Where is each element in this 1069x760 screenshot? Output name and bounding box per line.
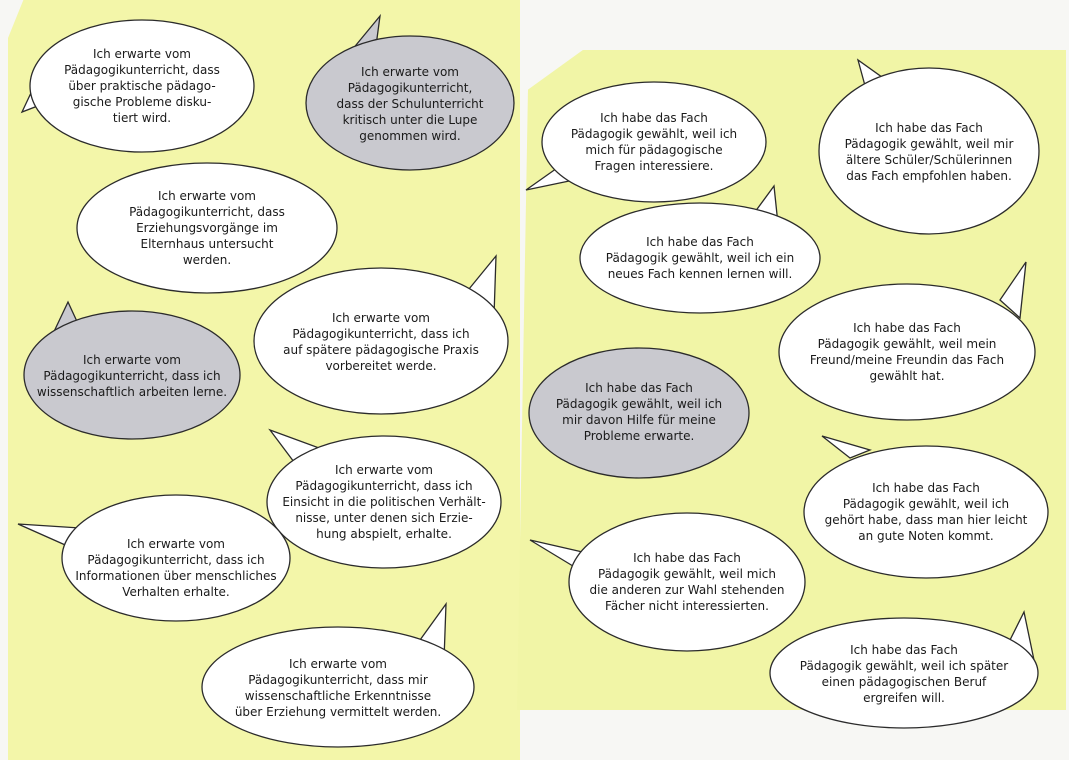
bubble-text-r5: Ich habe das Fach Pädagogik gewählt, weil ich mir davon Hilfe für meine Probleme erwarte. [555,381,723,443]
bubble-text-l2: Ich erwarte vom Pädagogikunterricht, dass der Schulunterricht kritisch unter die Lupe genommen wird. [336,65,484,143]
bubble-text-l7: Ich erwarte vom Pädagogikunterricht, dass ich Informationen über menschliches Verhalten erhalte. [75,537,277,599]
bubble-text-r4: Ich habe das Fach Pädagogik gewählt, weil mein Freund/meine Freundin das Fach gewählt hat. [809,321,1005,383]
bubble-text-r8: Ich habe das Fach Pädagogik gewählt, weil ich später einen pädagogischen Beruf ergreifen will. [799,643,1009,705]
bubble-text-l6: Ich erwarte vom Pädagogikunterricht, dass ich Einsicht in die politischen Verhält- nisse, unter denen sich Erzie- hung abspielt, erhalte. [282,463,486,541]
bubble-text-l4: Ich erwarte vom Pädagogikunterricht, dass ich auf spätere pädagogische Praxis vorbereitet werde. [283,311,479,373]
bubble-text-r3: Ich habe das Fach Pädagogik gewählt, weil ich ein neues Fach kennen lernen will. [605,235,795,281]
bubble-text-r7: Ich habe das Fach Pädagogik gewählt, weil mich die anderen zur Wahl stehenden Fächer nicht interessierten. [589,551,785,613]
bubble-text-l8: Ich erwarte vom Pädagogikunterricht, dass mir wissenschaftliche Erkenntnisse über Erziehung vermittelt werden. [234,657,442,719]
bubble-text-r6: Ich habe das Fach Pädagogik gewählt, weil ich gehört habe, dass man hier leicht an gute Noten kommt. [824,481,1028,543]
bubble-text-r2: Ich habe das Fach Pädagogik gewählt, weil mir ältere Schüler/Schülerinnen das Fach empfohlen haben. [844,121,1014,183]
bubble-text-l3: Ich erwarte vom Pädagogikunterricht, dass Erziehungsvorgänge im Elternhaus untersucht werden. [129,189,285,267]
bubble-text-l5: Ich erwarte vom Pädagogikunterricht, dass ich wissenschaftlich arbeiten lerne. [36,353,228,399]
bubble-text-l1: Ich erwarte vom Pädagogikunterricht, dass über praktische pädago- gische Probleme disku- tiert wird. [64,47,220,125]
bubble-text-r1: Ich habe das Fach Pädagogik gewählt, weil ich mich für pädagogische Fragen interessiere. [570,111,738,173]
